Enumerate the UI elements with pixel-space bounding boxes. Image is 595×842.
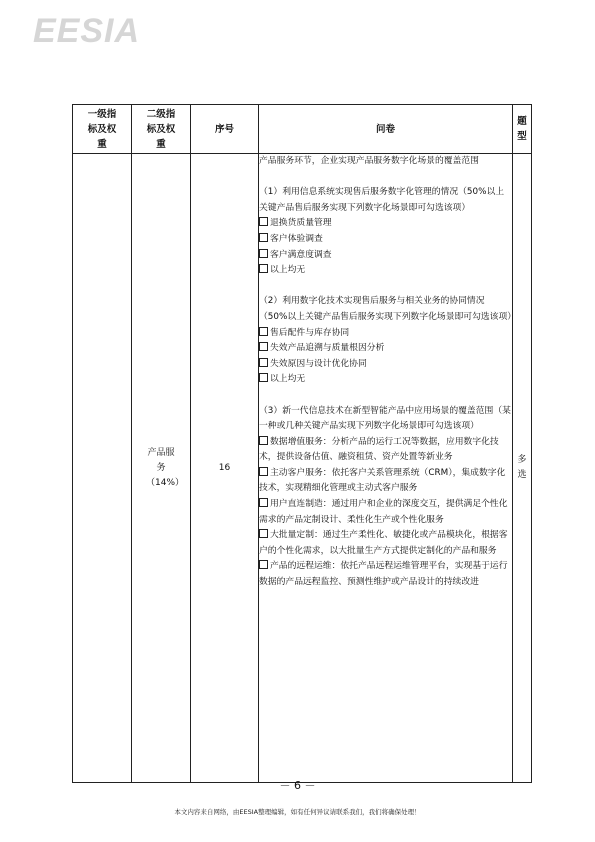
question-sections <box>259 170 517 591</box>
option-item[interactable] <box>259 341 512 357</box>
option-item[interactable] <box>259 528 512 559</box>
checkbox-icon[interactable] <box>259 358 268 367</box>
checkbox-icon[interactable] <box>259 467 268 476</box>
section-title: （1）利用信息系统实现售后服务数字化管理的情况（50%以上关键产品售后服务实现下列数字化场景即可勾选该项） <box>259 187 505 213</box>
option-item[interactable] <box>259 357 512 373</box>
checkbox-icon[interactable] <box>259 436 268 445</box>
header-level2: 二级指标及权重 <box>132 105 191 154</box>
survey-table <box>72 104 532 783</box>
option-label: 主动客户服务：依托客户关系管理系统（CRM），集成数字化技术，实现精细化管理或主动式客户服务 <box>259 467 506 494</box>
option-item[interactable] <box>259 216 512 232</box>
cell-type: 多选 <box>513 154 532 783</box>
option-item[interactable] <box>259 559 512 590</box>
checkbox-icon[interactable] <box>259 327 268 336</box>
table-row <box>73 154 532 783</box>
option-item[interactable] <box>259 326 512 342</box>
checkbox-icon[interactable] <box>259 233 268 242</box>
cell-seq: 16 <box>191 154 259 783</box>
option-item[interactable] <box>259 372 512 388</box>
option-label: 客户体验调查 <box>270 233 323 244</box>
option-item[interactable] <box>259 497 512 528</box>
option-label: 客户满意度调查 <box>270 249 332 260</box>
section-gap <box>259 170 512 186</box>
option-label: 失效原因与设计优化协同 <box>270 358 367 369</box>
checkbox-icon[interactable] <box>259 498 268 507</box>
option-item[interactable] <box>259 263 512 279</box>
option-item[interactable] <box>259 232 512 248</box>
option-label: 失效产品追溯与质量根因分析 <box>270 343 385 354</box>
checkbox-icon[interactable] <box>259 249 268 258</box>
page-number: － 6 － <box>279 779 316 792</box>
option-label: 数据增值服务：分析产品的运行工况等数据，应用数字化技术，提供设备估值、融资租赁、资产处置等新业务 <box>259 436 499 463</box>
option-label: 用户直连制造：通过用户和企业的深度交互，提供满足个性化需求的产品定制设计、柔性化生产或个性化服务 <box>259 499 508 525</box>
option-label: 产品的远程运维：依托产品远程运维管理平台，实现基于运行数据的产品远程监控、预测性维护或产品设计的持续改进 <box>259 561 508 588</box>
header-seq: 序号 <box>191 105 259 154</box>
checkbox-icon[interactable] <box>259 217 268 226</box>
header-question: 问卷 <box>259 105 513 154</box>
footer-note: 本文内容来自网络，由EESIA整理编辑，如有任何异议请联系我们，我们将确保处理！ <box>174 808 421 816</box>
option-label: 退换货质量管理 <box>270 218 332 229</box>
header-level1: 一级指标及权重 <box>73 105 132 154</box>
section-title: （3）新一代信息技术在新型智能产品中应用场景的覆盖范围（某一种或几种关键产品实现下列数字化场景即可勾选该项） <box>259 405 511 432</box>
option-label: 大批量定制：通过生产柔性化、敏捷化或产品模块化，根据客户的个性化需求，以大批量生产方式提供定制化的产品和服务 <box>259 530 508 556</box>
checkbox-icon[interactable] <box>259 373 268 382</box>
section-gap <box>259 388 512 404</box>
checkbox-icon[interactable] <box>259 264 268 273</box>
eesia-logo: EESIA <box>33 12 141 50</box>
option-item[interactable] <box>259 248 512 264</box>
checkbox-icon[interactable] <box>259 560 268 569</box>
section-title: （2）利用数字化技术实现售后服务与相关业务的协同情况（50%以上关键产品售后服务实现下列数字化场景即可勾选该项） <box>259 296 517 322</box>
cell-level2: 产品服务（14%） <box>132 154 191 783</box>
option-label: 售后配件与库存协同 <box>270 327 350 338</box>
question-intro: 产品服务环节，企业实现产品服务数字化场景的覆盖范围 <box>259 156 479 166</box>
table-header-row <box>73 105 532 154</box>
option-item[interactable] <box>259 435 512 466</box>
cell-question <box>259 154 517 783</box>
option-label: 以上均无 <box>270 374 306 385</box>
cell-level1 <box>73 154 132 783</box>
option-item[interactable] <box>259 466 512 497</box>
checkbox-icon[interactable] <box>259 342 268 351</box>
section-gap <box>259 279 512 295</box>
option-label: 以上均无 <box>270 265 306 276</box>
header-type: 题型 <box>513 105 532 154</box>
checkbox-icon[interactable] <box>259 529 268 538</box>
